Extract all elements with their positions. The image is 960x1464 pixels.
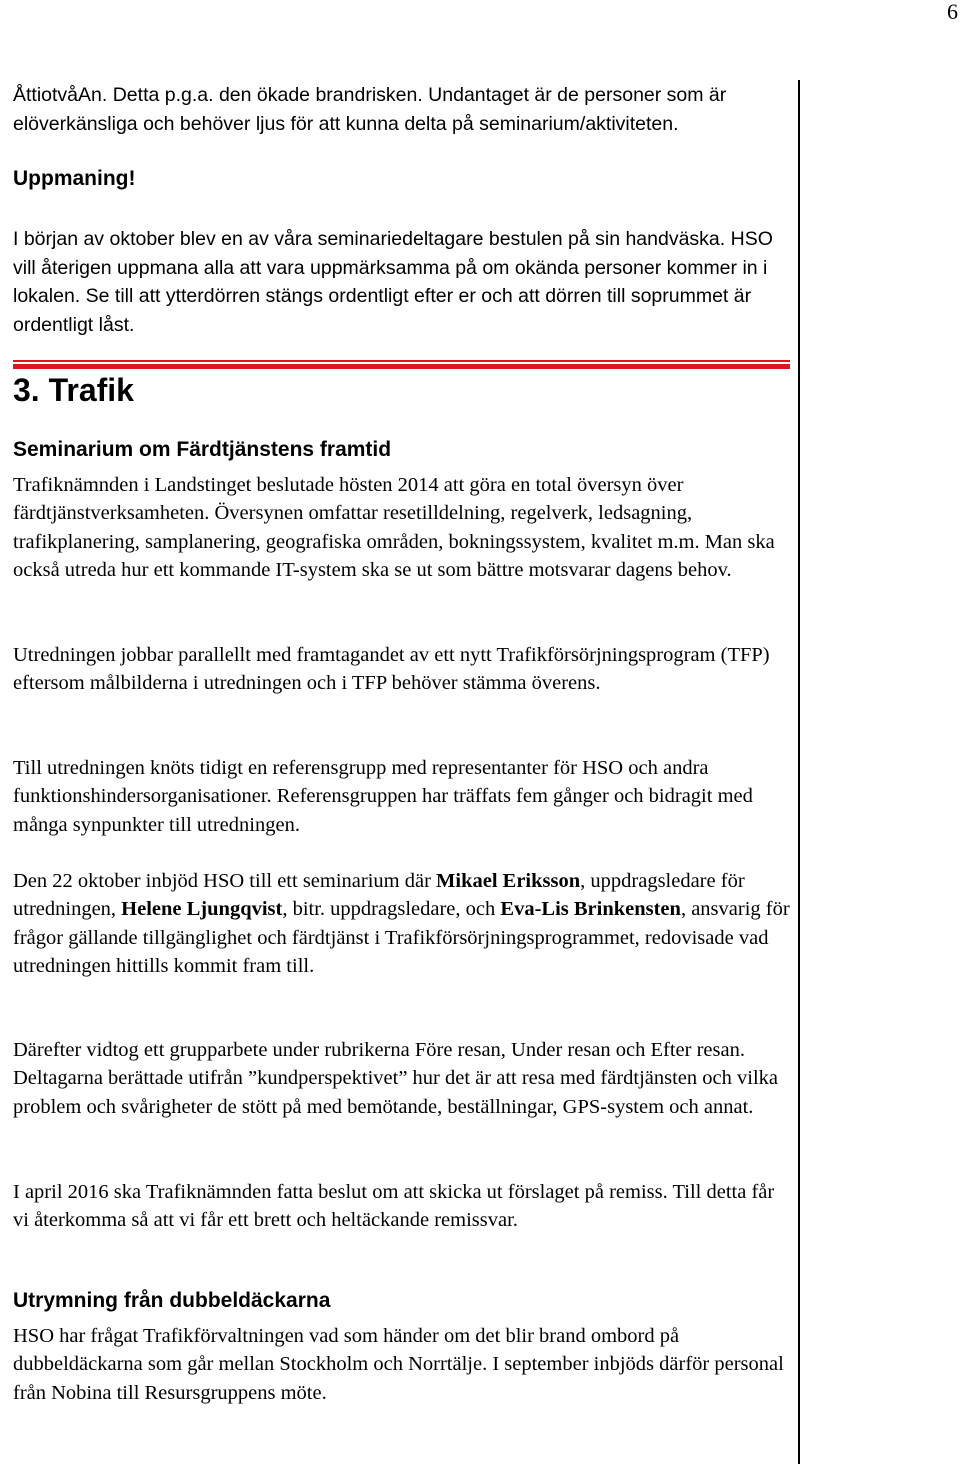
seminarium-paragraph-2: Utredningen jobbar parallellt med framtagandet av ett nytt Trafikförsörjningsprogram (TFP) eftersom målbilderna i utredningen och i TFP behöver stämma överens.	[13, 644, 770, 695]
p4-text-3: , bitr. uppdragsledare, och	[282, 898, 501, 921]
uppmaning-heading: Uppmaning!	[13, 167, 136, 190]
seminarium-heading: Seminarium om Färdtjänstens framtid	[13, 438, 392, 461]
section-divider	[13, 360, 790, 369]
p4-text-2: , uppdragsledare för utredningen,	[13, 870, 745, 921]
utrymning-paragraph-1: HSO har frågat Trafikförvaltningen vad som händer om det blir brand ombord på dubbeldäckarna som går mellan Stockholm och Norrtälje. I september inbjöds därför personal från Nobina till Resursgruppens möte.	[13, 1325, 784, 1404]
page-number: 6	[947, 0, 958, 24]
utrymning-heading: Utrymning från dubbeldäckarna	[13, 1289, 331, 1312]
speaker-name-1: Mikael Eriksson	[436, 870, 581, 892]
speaker-name-2: Helene Ljungqvist	[121, 898, 283, 921]
intro-paragraph: ÅttiotvåAn. Detta p.g.a. den ökade brandrisken. Undantaget är de personer som är elöverkänsliga och behöver ljus för att kunna delta på seminarium/aktiviteten.	[13, 84, 727, 135]
seminarium-paragraph-4	[13, 867, 793, 981]
p4-text-1: Den 22 oktober inbjöd HSO till ett seminarium där	[13, 870, 437, 892]
seminarium-paragraph-1: Trafiknämnden i Landstinget beslutade hösten 2014 att göra en total översyn över färdtjänstverksamheten. Översynen omfattar resetilldelning, regelverk, ledsagning, trafikplanering, samplanering, geografiska områden, bokningssystem, kvalitet m.m. Man ska också utreda hur ett kommande IT-system ska se ut som bättre motsvarar dagens behov.	[13, 474, 775, 582]
section-title: 3. Trafik	[13, 372, 134, 408]
page-frame-line	[798, 80, 800, 1464]
speaker-name-3: Eva-Lis Brinkensten	[500, 898, 681, 921]
seminarium-paragraph-6: I april 2016 ska Trafiknämnden fatta beslut om att skicka ut förslaget på remiss. Till detta får vi återkomma så att vi får ett brett och heltäckande remissvar.	[13, 1181, 775, 1232]
uppmaning-text-1: I början av oktober blev en av våra seminariedeltagare bestulen på sin handväska. HSO vill återigen uppmana alla att vara uppmärksamma på om okända personer kommer in i lokalen.	[13, 228, 773, 307]
p4-text-4: , ansvarig för frågor gällande tillgänglighet och färdtjänst i Trafikförsörjningsprogrammet, redovisade vad utredningen hittills kommit fram till.	[13, 898, 790, 978]
uppmaning-text-2: Se till att ytterdörren stängs ordentligt efter er och att dörren till soprummet är ordentligt låst.	[13, 285, 752, 336]
divider-thin-line	[13, 360, 790, 362]
uppmaning-paragraph	[13, 225, 793, 339]
seminarium-paragraph-5: Därefter vidtog ett grupparbete under rubrikerna Före resan, Under resan och Efter resan. Deltagarna berättade utifrån ”kundperspektivet” hur det är att resa med färdtjänsten och vilka problem och svårigheter de stött på med bemötande, beställningar, GPS-system och annat.	[13, 1039, 778, 1118]
divider-thick-line	[13, 364, 790, 369]
seminarium-paragraph-3: Till utredningen knöts tidigt en referensgrupp med representanter för HSO och andra funktionshindersorganisationer. Referensgruppen har träffats fem gånger och bidragit med många synpunkter till utredningen.	[13, 757, 753, 836]
